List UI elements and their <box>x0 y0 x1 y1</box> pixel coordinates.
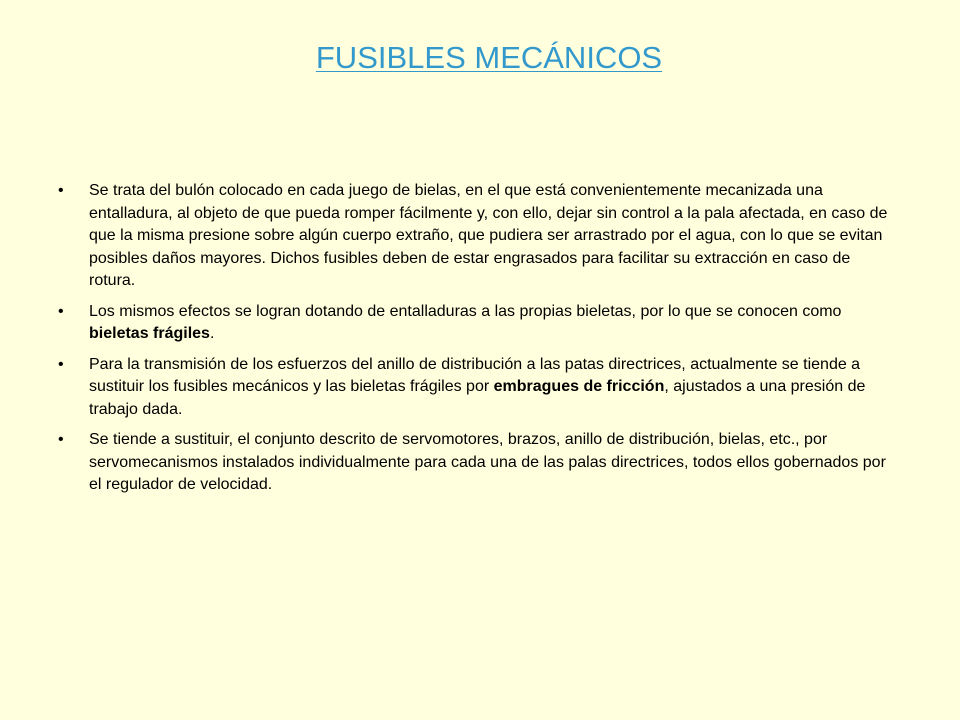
list-item-text-part: . <box>209 325 215 342</box>
list-item-text-part: Para la transmisión de los esfuerzos del anillo de distribución a las patas directrices, actualmente se tiende a sustituir los fusibles mecánicos y las bieletas frágiles por <box>89 355 861 395</box>
slide-title-link[interactable]: FUSIBLES MECÁNICOS <box>315 40 663 75</box>
list-item-text-part: , ajustados a una presión de trabajo dada. <box>89 378 866 418</box>
bullet-list <box>58 180 898 505</box>
bullet-icon: • <box>58 182 64 199</box>
list-item-text <box>89 356 865 418</box>
list-item-text: Se tiende a sustituir, el conjunto descrito de servomotores, brazos, anillo de distribución, bielas, etc., por servomecanismos instalados individualmente para cada una de las palas directrices, todos ellos gobernados por el regulador de velocidad. <box>89 431 886 493</box>
list-item <box>58 354 898 422</box>
list-item-text <box>89 303 841 343</box>
bold-term: bieletas frágiles <box>89 325 210 342</box>
list-item-text: Se trata del bulón colocado en cada juego de bielas, en el que está convenientemente mecanizada una entalladura, al objeto de que pueda romper fácilmente y, con ello, dejar sin control a la pala afectada, en caso de que la misma presione sobre algún cuerpo extraño, que pudiera ser arrastrado por el agua, con lo que se evitan posibles daños mayores. Dichos fusibles deben de estar engrasados para facilitar su extracción en caso de rotura. <box>89 182 888 289</box>
bullet-icon: • <box>58 431 64 448</box>
bold-term: embragues de fricción <box>493 378 665 395</box>
bullet-icon: • <box>58 302 64 320</box>
list-item <box>58 301 898 346</box>
list-item <box>58 180 898 293</box>
bullet-icon: • <box>58 355 64 373</box>
list-item <box>58 429 898 497</box>
list-item-text-part: Los mismos efectos se logran dotando de entalladuras a las propias bieletas, por lo que se conocen como <box>89 302 842 320</box>
